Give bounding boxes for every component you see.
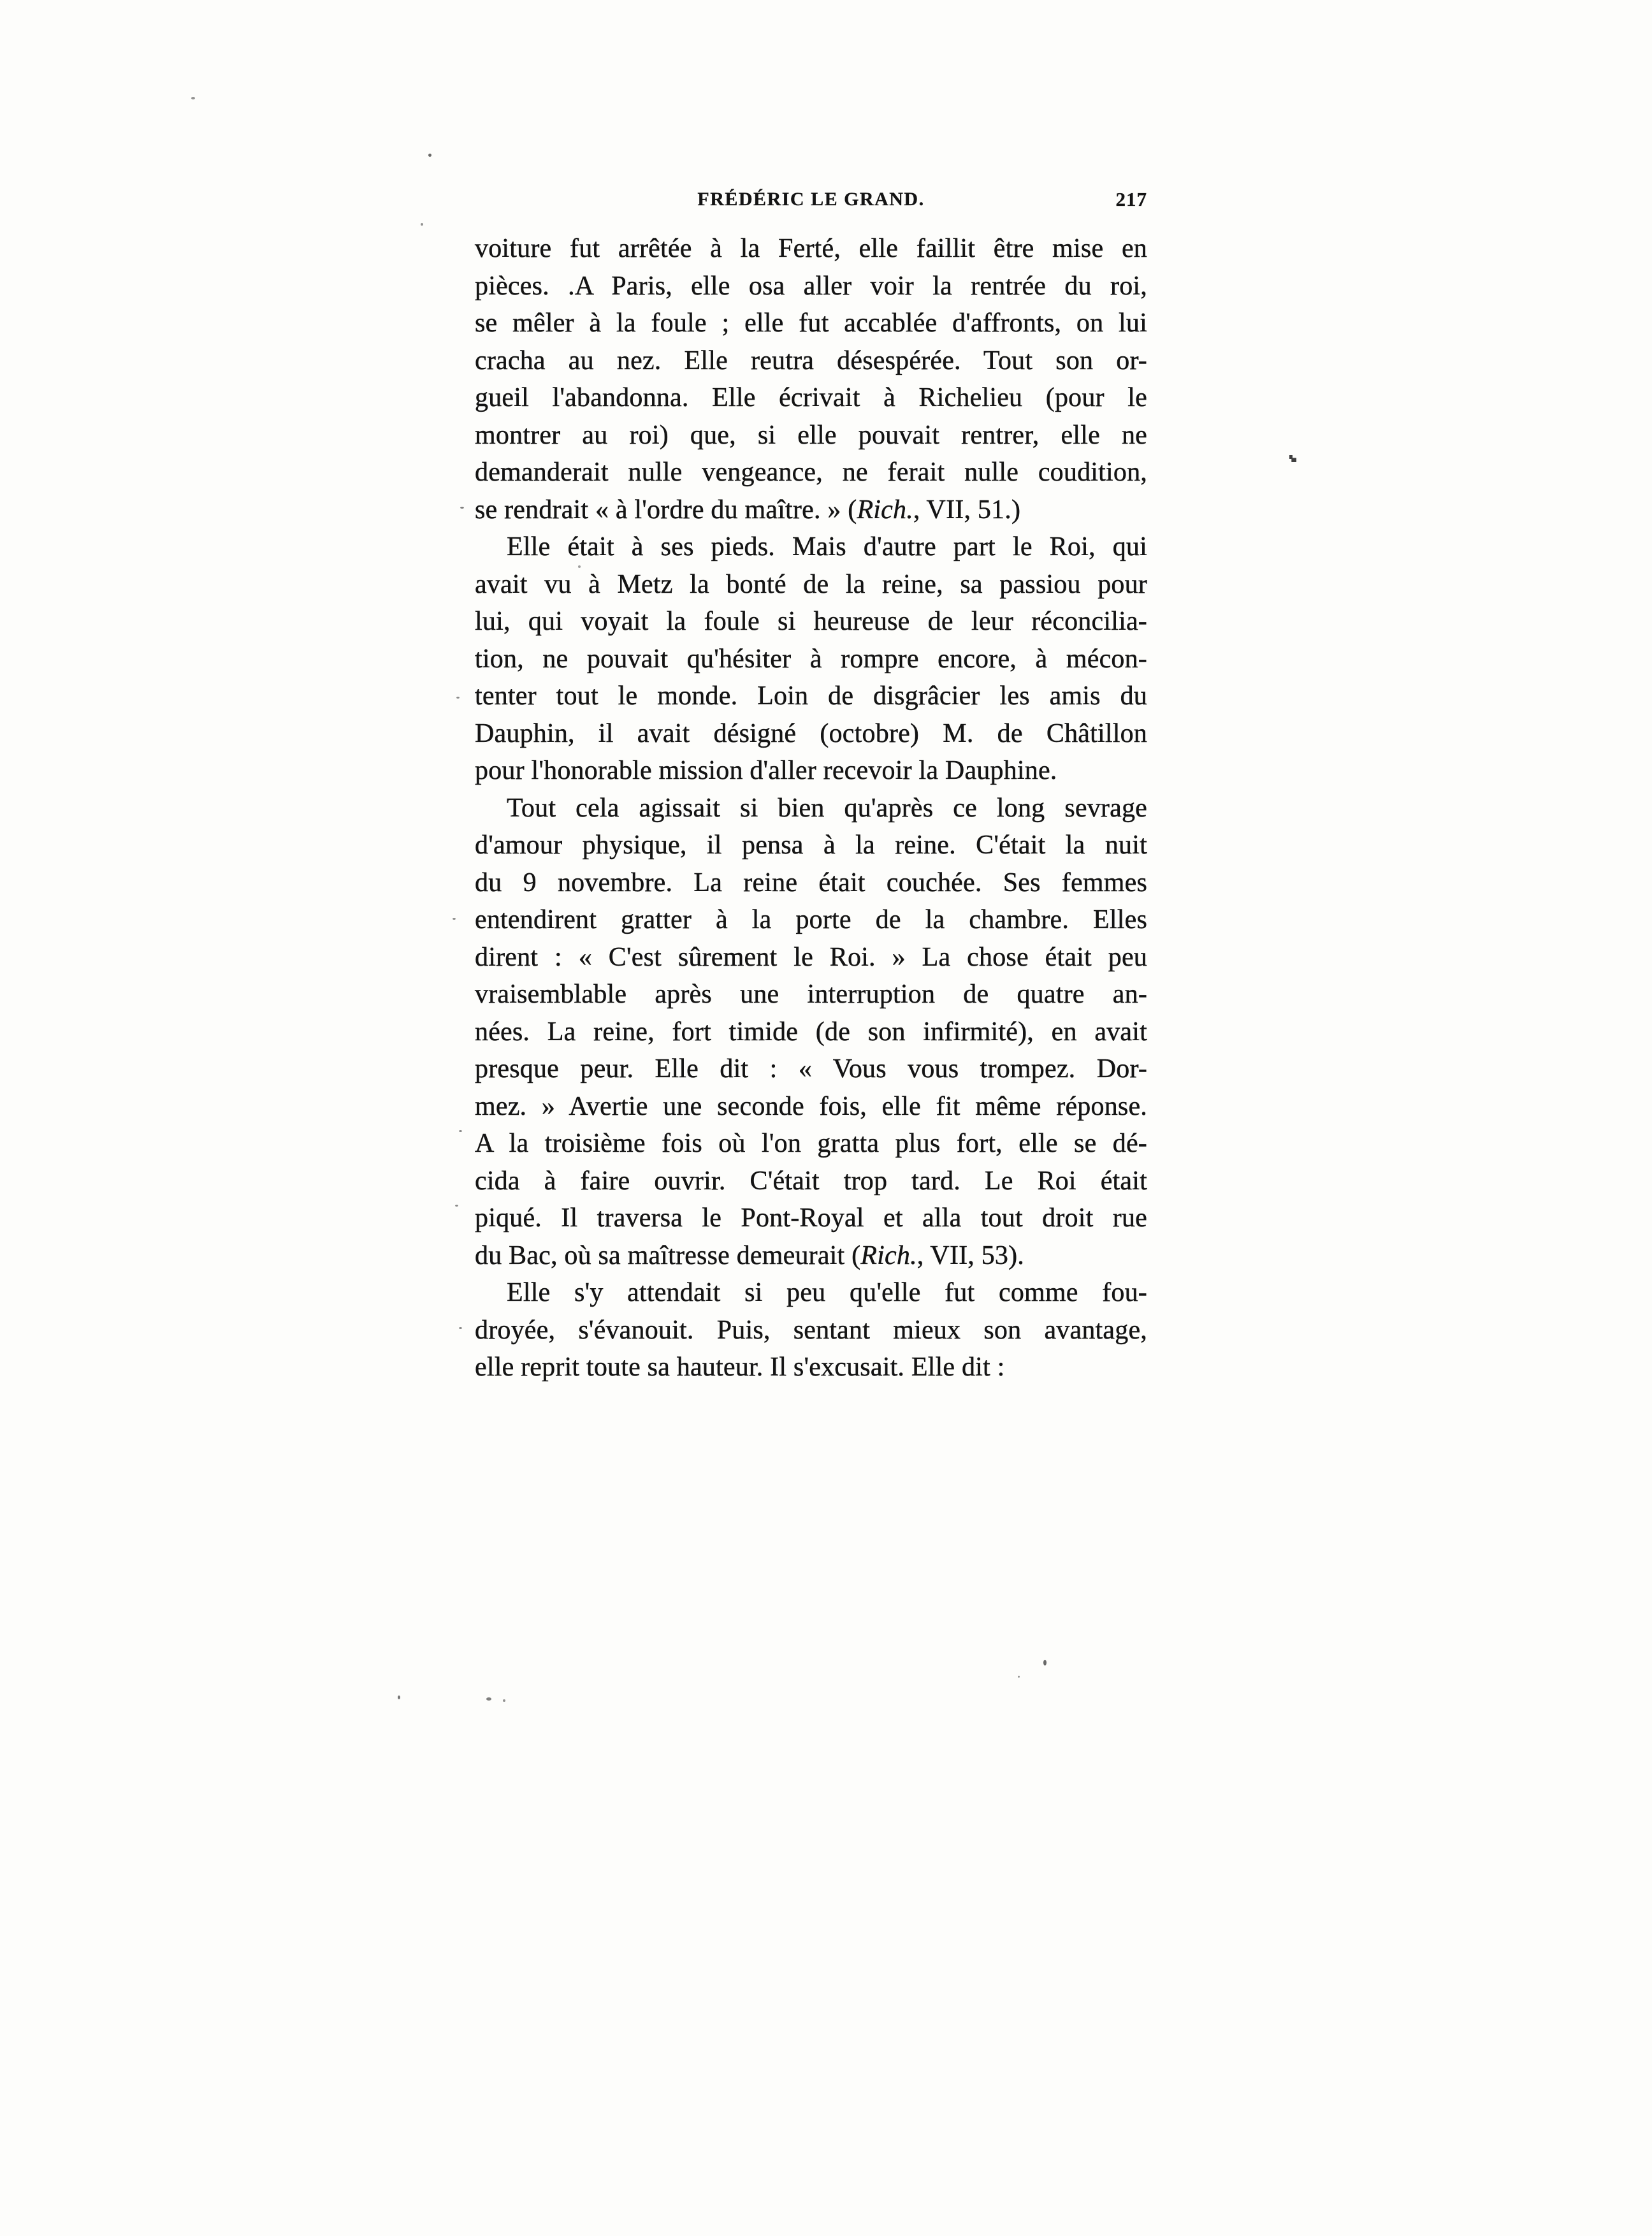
text-line: gueil l'abandonna. Elle écrivait à Richelieu (pour le — [475, 383, 1147, 412]
text-line: cida à faire ouvrir. C'était trop tard. Le Roi était — [475, 1166, 1147, 1196]
running-header — [475, 189, 1147, 214]
text-line: montrer au roi) que, si elle pouvait rentrer, elle ne — [475, 420, 1147, 450]
text-line: demanderait nulle vengeance, ne ferait nulle coudition, — [475, 458, 1147, 487]
scan-speck — [578, 565, 581, 568]
text-line: mez. » Avertie une seconde fois, elle fit même réponse. — [475, 1091, 1147, 1121]
text-line: vraisemblable après une interruption de quatre an- — [475, 980, 1147, 1009]
text-line: tion, ne pouvait qu'hésiter à rompre encore, à mécon- — [475, 644, 1147, 674]
scan-speck — [428, 154, 431, 157]
text-line: Tout cela agissait si bien qu'après ce long sevrage — [507, 793, 1147, 823]
text-line: avait vu à Metz la bonté de la reine, sa passiou pour — [475, 569, 1147, 599]
text-line: pièces. .A Paris, elle osa aller voir la rentrée du roi, — [475, 271, 1147, 301]
text-line: se mêler à la foule ; elle fut accablée d'affronts, on lui — [475, 309, 1147, 338]
text-line: du 9 novembre. La reine était couchée. Ses femmes — [475, 868, 1147, 897]
text-line: Dauphin, il avait désigné (octobre) M. de Châtillon — [475, 718, 1147, 748]
text-line: cracha au nez. Elle reutra désespérée. Tout son or- — [475, 345, 1147, 375]
body-text — [475, 230, 1147, 1386]
scan-speck — [1289, 455, 1296, 462]
text-line: piqué. Il traversa le Pont-Royal et alla tout droit rue — [475, 1203, 1147, 1233]
text-line: du Bac, où sa maîtresse demeurait (Rich., VII, 53). — [475, 1240, 1024, 1270]
text-line: presque peur. Elle dit : « Vous vous trompez. Dor- — [475, 1054, 1147, 1084]
text-line: voiture fut arrêtée à la Ferté, elle faillit être mise en — [475, 234, 1147, 263]
text-line: se rendrait « à l'ordre du maître. » (Rich., VII, 51.) — [475, 495, 1021, 525]
text-line: Elle était à ses pieds. Mais d'autre part le Roi, qui — [507, 532, 1147, 562]
scan-speck — [453, 918, 456, 920]
scan-speck — [459, 1327, 462, 1329]
scan-speck — [398, 1695, 400, 1699]
scan-speck — [191, 97, 195, 99]
text-line: entendirent gratter à la porte de la chambre. Elles — [475, 905, 1147, 934]
scan-speck — [459, 1130, 462, 1132]
text-line: pour l'honorable mission d'aller recevoir la Dauphine. — [475, 756, 1057, 785]
page-number: 217 — [1115, 188, 1147, 210]
scan-speck — [1018, 1676, 1020, 1678]
text-line: elle reprit toute sa hauteur. Il s'excusait. Elle dit : — [475, 1353, 1005, 1382]
scan-speck — [460, 507, 464, 509]
text-line: tenter tout le monde. Loin de disgrâcier les amis du — [475, 681, 1147, 711]
scan-speck — [456, 697, 460, 699]
scan-speck — [503, 1699, 505, 1702]
text-line: nées. La reine, fort timide (de son infirmité), en avait — [475, 1017, 1147, 1047]
text-line: d'amour physique, il pensa à la reine. C'était la nuit — [475, 831, 1147, 860]
scan-speck — [421, 223, 423, 226]
text-line: lui, qui voyait la foule si heureuse de leur réconcilia- — [475, 607, 1147, 636]
text-line: A la troisième fois où l'on gratta plus fort, elle se dé- — [475, 1129, 1147, 1158]
scan-speck — [1043, 1660, 1047, 1666]
text-line: droyée, s'évanouit. Puis, sentant mieux son avantage, — [475, 1315, 1147, 1345]
text-line: Elle s'y attendait si peu qu'elle fut comme fou- — [507, 1278, 1147, 1307]
running-header-title: FRÉDÉRIC LE GRAND. — [697, 189, 925, 210]
scan-speck — [486, 1697, 491, 1701]
scan-speck — [455, 1205, 458, 1207]
text-line: dirent : « C'est sûrement le Roi. » La chose était peu — [475, 942, 1147, 972]
